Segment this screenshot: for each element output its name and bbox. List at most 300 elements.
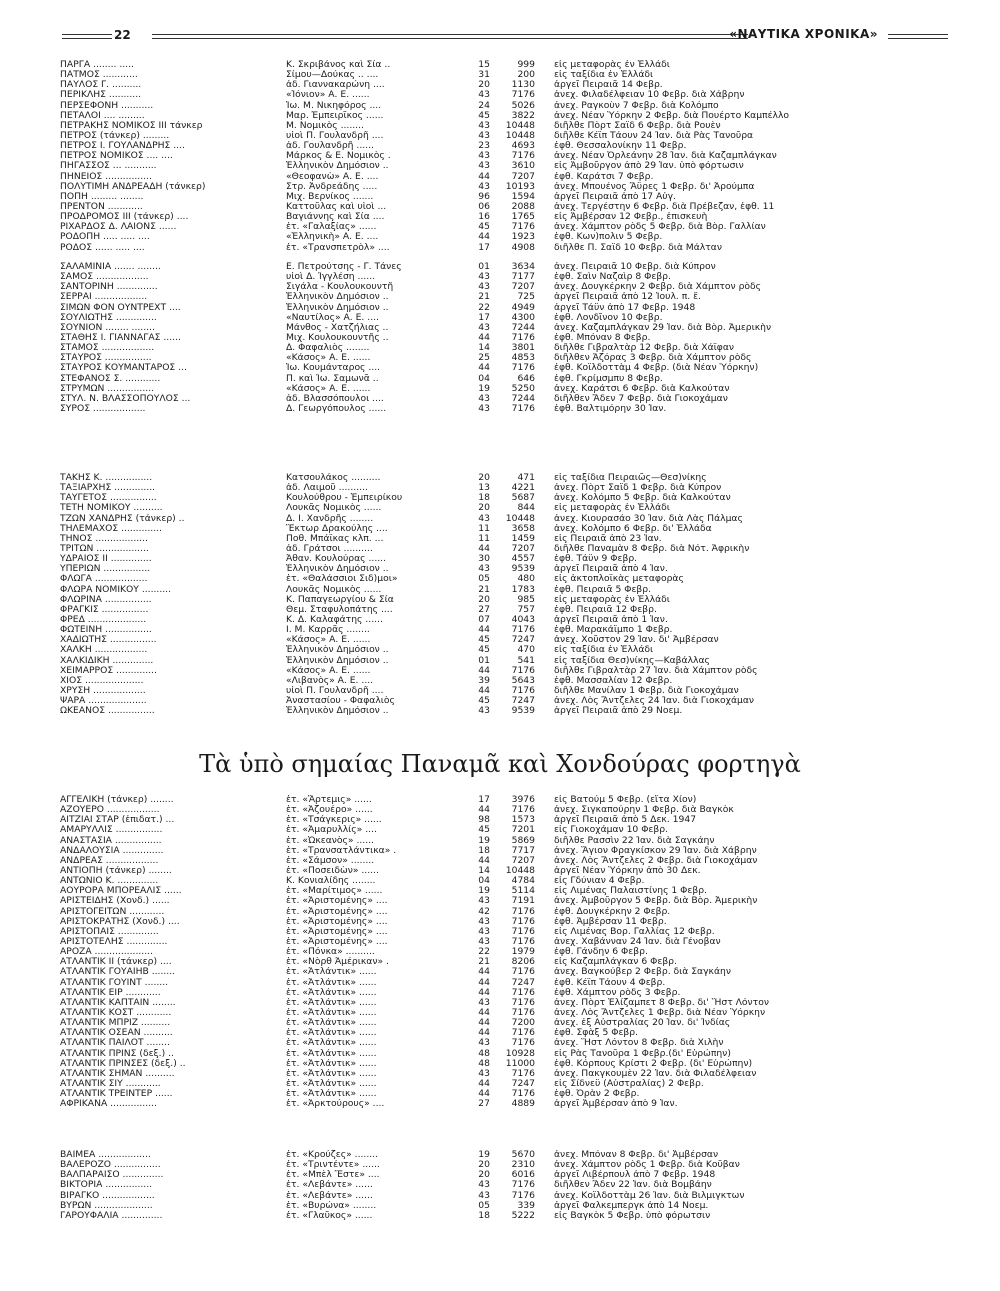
year-code: 39 <box>478 675 490 686</box>
owner: υἱοὶ Π. Γουλανδρῆ .... <box>286 685 384 696</box>
owner: Ποθ. Μπάϊκας κλπ. ... <box>286 533 384 544</box>
table-row <box>60 957 940 967</box>
ship-name: ΧΑΛΚΗ .................. <box>60 645 148 656</box>
table-row <box>60 172 940 182</box>
tonnage: 7176 <box>511 90 535 101</box>
ship-name: ΑΝΤΙΟΠΗ (τάνκερ) ........ <box>60 865 172 876</box>
owner: Θεμ. Σταφυλοπάτης .... <box>286 604 393 615</box>
year-code: 42 <box>478 906 490 917</box>
status: ἀνεχ. Βαγκούβερ 2 Φεβρ. διὰ Σαγκάην <box>554 967 731 978</box>
status: διῆλθε Παναμὰν 8 Φεβρ. διὰ Νότ. Ἀφρικὴν <box>554 543 750 554</box>
year-code: 44 <box>478 543 490 554</box>
ship-name: ΑΤΛΑΝΤΙΚ ΤΡΕΪΝΤΕΡ ...... <box>60 1089 173 1100</box>
status: ἀργεῖ Πειραιᾶ ἀπὸ 17 Αὐγ. <box>554 191 676 202</box>
status: εἰς Πειραιᾶ ἀπὸ 23 Ἰαν. <box>554 533 662 544</box>
year-code: 11 <box>478 523 490 534</box>
owner: «Κάσος» Α. Ε. ...... <box>286 353 371 364</box>
ship-name: ΣΤΑΥΡΟΣ ................ <box>60 353 152 364</box>
owner: ἑτ. «Μπὲλ Ἔστε» .... <box>286 1170 380 1181</box>
tonnage: 5222 <box>511 1210 535 1221</box>
status: εἰς ταξίδια Πειραιῶς—Θεσ)νίκης <box>554 473 707 483</box>
year-code: 44 <box>478 1007 490 1018</box>
owner: υἱοὶ Δ. Ἰγγλέση ...... <box>286 272 376 283</box>
year-code: 44 <box>478 1018 490 1029</box>
ship-name: ΑΝΔΑΛΟΥΣΙΑ .............. <box>60 845 164 856</box>
table-row <box>60 514 940 524</box>
status: ἀνεχ. Ἥστ Λόντον 8 Φεβρ. διὰ Χιλὴν <box>554 1038 724 1049</box>
table-row <box>60 90 940 100</box>
year-code: 44 <box>478 665 490 676</box>
table-row <box>60 374 940 384</box>
table-row <box>60 635 940 645</box>
owner: Π. καὶ Ἰω. Σαμωνᾶ .. <box>286 373 379 384</box>
tonnage: 7176 <box>511 805 535 816</box>
table-row <box>60 363 940 373</box>
tonnage: 7176 <box>511 363 535 374</box>
table-row <box>60 998 940 1008</box>
tonnage: 5026 <box>511 100 535 111</box>
table-row <box>60 937 940 947</box>
ship-name: ΦΛΩΓΑ .................. <box>60 574 148 585</box>
table-row <box>60 554 940 564</box>
status: ἐφθ. Δουγκέρκην 2 Φεβρ. <box>554 906 671 917</box>
table-row <box>60 151 940 161</box>
year-code: 45 <box>478 110 490 121</box>
year-code: 44 <box>478 977 490 988</box>
header-rule-left <box>62 34 112 39</box>
status: ἀργεῖ Πειραιᾶ ἀπὸ 5 Δεκ. 1947 <box>554 815 697 826</box>
year-code: 20 <box>478 503 490 514</box>
owner: ἑτ. «Γαλαξίας» ...... <box>286 222 377 233</box>
tonnage: 541 <box>517 655 535 666</box>
owner: ἀδ. Γιαννακαρώνη .... <box>286 80 385 91</box>
table-row <box>60 394 940 404</box>
ship-name: ΣΙΜΩΝ ΦΟΝ ΟΥΝΤΡΕΧΤ .... <box>60 302 181 313</box>
status: εἰς μεταφορὰς ἐν Ἑλλάδι <box>554 60 670 70</box>
status: ἀνεχ. Καζαμπλάγκαν 29 Ἰαν. διὰ Βὸρ. Ἀμερικὴν <box>554 322 772 333</box>
table-row <box>60 927 940 937</box>
tonnage: 1459 <box>511 533 535 544</box>
tonnage: 3610 <box>511 161 535 172</box>
status: ἐφθ. Κόρπους Κρίστι 2 Φεβρ. (δι' Εὐρώπην) <box>554 1058 753 1069</box>
tonnage: 4949 <box>511 302 535 313</box>
ship-name: ΑΤΛΑΝΤΙΚ ΜΠΡΙΖ .......... <box>60 1018 171 1029</box>
owner: ἑτ. «Ἄρτεμις» ...... <box>286 795 372 805</box>
table-row <box>60 141 940 151</box>
status: ἀνεχ. Ραγκοὺν 7 Φεβρ. διὰ Κολόμπο <box>554 100 719 111</box>
ship-name: ΑΤΛΑΝΤΙΚ ΓΟΥΑΙΗΒ ........ <box>60 967 176 978</box>
ship-list-section-4 <box>60 795 940 1109</box>
table-row <box>60 70 940 80</box>
ship-name: ΣΟΥΝΙΟΝ ........ ........ <box>60 322 155 333</box>
ship-name: ΑΤΛΑΝΤΙΚ ΟΣΕΑΝ .......... <box>60 1028 173 1039</box>
table-row <box>60 805 940 815</box>
status: ἀνεχ. Πὸρτ Σαΐδ 1 Φεβρ. διὰ Κύπρον <box>554 483 722 494</box>
ship-name: ΑΓΓΕΛΙΚΗ (τάνκερ) ........ <box>60 795 174 805</box>
ship-name: ΠΡΕΝΤΟΝ ............ <box>60 201 143 212</box>
owner: ἑτ. «Ἀτλάντικ» ...... <box>286 1018 377 1029</box>
owner: ἑτ. «Ποσειδὼν» ...... <box>286 865 379 876</box>
status: ἐφθ. Κοϊλδοττὰμ 4 Φεβρ. (διὰ Νέαν Ὑόρκην) <box>554 363 759 374</box>
tonnage: 7207 <box>511 855 535 866</box>
year-code: 24 <box>478 100 490 111</box>
ship-name: ΦΡΕΔ .................... <box>60 614 147 625</box>
ship-name: ΑΤΛΑΝΤΙΚ ΚΑΠΤΑΙΝ ........ <box>60 997 176 1008</box>
status: ἐφθ. Γάνδην 6 Φεβρ. <box>554 947 648 958</box>
owner: ἀδ. Βλασσόπουλοι .... <box>286 393 384 404</box>
tonnage: 3634 <box>511 262 535 272</box>
table-row <box>60 333 940 343</box>
year-code: 43 <box>478 322 490 333</box>
ship-name: ΓΑΡΟΥΦΑΛΙΑ .............. <box>60 1210 163 1221</box>
tonnage: 480 <box>517 574 535 585</box>
ship-name: ΑΡΟΖΑ .................... <box>60 947 153 958</box>
year-code: 44 <box>478 855 490 866</box>
year-code: 22 <box>478 302 490 313</box>
ship-list-section-5 <box>60 1150 940 1221</box>
owner: Ἑλληνικὸν Δημόσιον .. <box>286 302 389 313</box>
tonnage: 10448 <box>505 513 535 524</box>
tonnage: 7176 <box>511 685 535 696</box>
table-row <box>60 303 940 313</box>
owner: ἑτ. «Ἀτλάντικ» ...... <box>286 977 377 988</box>
owner: Ι. Μ. Καρρᾶς ........ <box>286 625 370 636</box>
owner: Καττοῦλας καὶ υἱοὶ ... <box>286 201 387 212</box>
ship-name: ΑΡΙΣΤΟΓΕΙΤΩΝ ............ <box>60 906 165 917</box>
owner: Ἑλληνικὸν Δημόσιον .. <box>286 292 389 303</box>
table-row <box>60 282 940 292</box>
status: ἀνεχ. Ἅγιον Φραγκίσκον 29 Ἰαν. διὰ Χάβρην <box>554 845 757 856</box>
owner: ἑτ. «Ἀτλάντικ» ...... <box>286 1028 377 1039</box>
year-code: 43 <box>478 130 490 141</box>
status: ἀνεχ. Χοῦστον 29 Ἰαν. δι' Ἀμβέρσαν <box>554 635 719 646</box>
status: διῆλθεν Ἀζόρας 3 Φεβρ. διὰ Χάμπτον ρὸδς <box>554 353 752 364</box>
status: διῆλθεν Ἄδεν 7 Φεβρ. διὰ Γιοκοχάμαν <box>554 393 728 404</box>
tonnage: 7247 <box>511 977 535 988</box>
year-code: 06 <box>478 201 490 212</box>
status: διῆλθε Γιβραλτὰρ 27 Ἰαν. διὰ Χάμπτον ρὸδς <box>554 665 758 676</box>
table-row <box>60 192 940 202</box>
owner: Κατσουλάκος .......... <box>286 473 381 483</box>
owner: ἑτ. «Ἀτλάντικ» ...... <box>286 997 377 1008</box>
year-code: 20 <box>478 594 490 605</box>
ship-name: ΠΟΛΥΤΙΜΗ ΑΝΔΡΕΑΔΗ (τάνκερ) <box>60 181 206 192</box>
year-code: 19 <box>478 383 490 394</box>
year-code: 43 <box>478 926 490 937</box>
ship-name: ΣΥΡΟΣ .................. <box>60 403 146 414</box>
year-code: 19 <box>478 886 490 897</box>
status: διῆλθε Κέϊπ Τάουν 24 Ἰαν. διὰ Ρὰς Τανοῦρα <box>554 130 754 141</box>
tonnage: 7176 <box>511 936 535 947</box>
year-code: 18 <box>478 493 490 504</box>
status: ἐφθ. Πειραιᾶ 5 Φεβρ. <box>554 584 652 595</box>
owner: ἑτ. «Ἀζουέρο» ...... <box>286 805 373 816</box>
table-row <box>60 815 940 825</box>
owner: Δ. Φαφαλιὸς ........ <box>286 343 370 354</box>
status: ἀνεχ. Νέαν Ὑόρκην 2 Φεβρ. διὰ Πουέρτο Καμπέλλο <box>554 110 790 121</box>
tonnage: 1765 <box>511 212 535 223</box>
table-row <box>60 917 940 927</box>
year-code: 44 <box>478 967 490 978</box>
year-code: 44 <box>478 1089 490 1100</box>
status: ἀργεῖ Πειραιᾶ ἀπὸ 29 Νοεμ. <box>554 706 683 717</box>
owner: ἑτ. «Ἀρκτούρους» .... <box>286 1099 385 1110</box>
table-row <box>60 1059 940 1069</box>
table-row <box>60 825 940 835</box>
owner: Κ. Παπαγεωργίου & Σία <box>286 594 394 605</box>
owner: Ἑλληνικὸν Δημόσιον .. <box>286 706 389 717</box>
year-code: 43 <box>478 161 490 172</box>
table-row <box>60 313 940 323</box>
tonnage: 200 <box>517 70 535 81</box>
table-row <box>60 503 940 513</box>
tonnage: 5869 <box>511 835 535 846</box>
tonnage: 7207 <box>511 171 535 182</box>
year-code: 07 <box>478 614 490 625</box>
ship-name: ΑΤΛΑΝΤΙΚ ΓΟΥΙΝΤ ........ <box>60 977 169 988</box>
ship-name: ΠΟΠΗ ......... ........ <box>60 191 144 202</box>
ship-name: ΑΟΥΡΟΡΑ ΜΠΟΡΕΑΛΙΣ ...... <box>60 886 182 897</box>
year-code: 44 <box>478 1078 490 1089</box>
year-code: 31 <box>478 70 490 81</box>
table-row <box>60 967 940 977</box>
status: εἰς ταξίδια Θεσ)νίκης—Καβάλλας <box>554 655 710 666</box>
ship-name: ΣΑΝΤΟΡΙΝΗ .............. <box>60 282 158 293</box>
status: ἀνεχ. ἐξ Αὐστραλίας 20 Ἰαν. δι' Ἰνδίας <box>554 1018 731 1029</box>
owner: ἑτ. «Πόνκα» .......... <box>286 947 375 958</box>
status: ἐφθ. Γκρίμσμπυ 8 Φεβρ. <box>554 373 663 384</box>
tonnage: 9539 <box>511 706 535 717</box>
ship-name: ΦΛΩΡΑ ΝΟΜΙΚΟΥ .......... <box>60 584 172 595</box>
table-row <box>60 243 940 253</box>
year-code: 20 <box>478 1170 490 1181</box>
owner: Κ. Δ. Καλαφάτης ...... <box>286 614 383 625</box>
tonnage: 339 <box>517 1200 535 1211</box>
owner: Μιχ. Βερνίκος ....... <box>286 191 374 202</box>
tonnage: 7176 <box>511 403 535 414</box>
year-code: 27 <box>478 604 490 615</box>
owner: «Ἑλληνικὴ» Α. Ε. .... <box>286 232 379 243</box>
year-code: 44 <box>478 232 490 243</box>
tonnage: 7176 <box>511 1190 535 1201</box>
ship-name: ΤΕΤΗ ΝΟΜΙΚΟΥ .......... <box>60 503 163 514</box>
ship-name: ΑΜΑΡΥΛΛΙΣ ................ <box>60 825 163 836</box>
status: εἰς ταξίδια ἐν Ἑλλάδι <box>554 645 654 656</box>
owner: ἑτ. «Ἀτλάντικ» ...... <box>286 1058 377 1069</box>
year-code: 43 <box>478 1180 490 1191</box>
status: ἀνεχ. Μπόναν 8 Φεβρ. δι' Ἀμβέρσαν <box>554 1150 719 1160</box>
owner: ἑτ. «Ἀριστομένης» .... <box>286 916 388 927</box>
status: διῆλθεν Ἄδεν 22 Ἰαν. διὰ Βομβάην <box>554 1180 712 1191</box>
table-row <box>60 856 940 866</box>
tonnage: 7176 <box>511 997 535 1008</box>
tonnage: 5670 <box>511 1150 535 1160</box>
status: ἀργεῖ Πειραιᾶ ἀπὸ 4 Ἰαν. <box>554 564 668 575</box>
ship-name: ΑΝΑΣΤΑΣΙΑ ................ <box>60 835 162 846</box>
tonnage: 4693 <box>511 141 535 152</box>
ship-name: ΣΤΑΘΗΣ Ι. ΓΙΑΝΝΑΓΑΣ ...... <box>60 332 181 343</box>
tonnage: 471 <box>517 473 535 483</box>
owner: Μαρ. Ἐμπειρῖκος ...... <box>286 110 384 121</box>
owner: ἑτ. «Θαλάσσιοι Σιδ)μοι» <box>286 574 398 585</box>
ship-name: ΥΔΡΑΙΟΣ ΙΙ .............. <box>60 554 152 565</box>
table-row <box>60 656 940 666</box>
table-row <box>60 1150 940 1160</box>
ship-name: ΩΚΕΑΝΟΣ ................ <box>60 706 155 717</box>
status: εἰς μεταφορὰς ἐν Ἑλλάδι <box>554 503 670 514</box>
owner: ἑτ. «Ὠκεανὸς» ...... <box>286 835 374 846</box>
tonnage: 9539 <box>511 564 535 575</box>
status: ἀνεχ. Σιγκαπούρην 1 Φεβρ. διὰ Βαγκὸκ <box>554 805 734 816</box>
table-row <box>60 988 940 998</box>
ship-name: ΣΤΕΦΑΝΟΣ Σ. ............ <box>60 373 161 384</box>
header-rule-right <box>888 34 948 39</box>
tonnage: 999 <box>517 60 535 70</box>
owner: Μάνθος - Χατζήλιας .. <box>286 322 389 333</box>
tonnage: 4043 <box>511 614 535 625</box>
ship-list-section-3 <box>60 473 940 716</box>
table-row <box>60 222 940 232</box>
year-code: 45 <box>478 825 490 836</box>
status: ἐφθ. Βαλτιμόρην 30 Ἰαν. <box>554 403 667 414</box>
tonnage: 3801 <box>511 343 535 354</box>
year-code: 44 <box>478 625 490 636</box>
tonnage: 7244 <box>511 393 535 404</box>
ship-name: ΑΤΛΑΝΤΙΚ ΙΙ (τάνκερ) .... <box>60 957 172 968</box>
table-row <box>60 1191 940 1201</box>
table-row <box>60 232 940 242</box>
year-code: 48 <box>478 1048 490 1059</box>
ship-list-section-1 <box>60 60 940 253</box>
page-header <box>62 28 948 44</box>
owner: Ἑλληνικὸν Δημόσιον .. <box>286 161 389 172</box>
year-code: 22 <box>478 947 490 958</box>
year-code: 19 <box>478 835 490 846</box>
table-row <box>60 1028 940 1038</box>
ship-name: ΑΡΙΣΤΟΚΡΑΤΗΣ (Χονδ.) .... <box>60 916 180 927</box>
tonnage: 985 <box>517 594 535 605</box>
owner: Δ. Γεωργόπουλος ...... <box>286 403 387 414</box>
tonnage: 844 <box>517 503 535 514</box>
table-row <box>60 1099 940 1109</box>
ship-name: ΑΡΙΣΤΟΠΑΙΣ .............. <box>60 926 159 937</box>
year-code: 01 <box>478 655 490 666</box>
owner: ἑτ. «Νὸρθ Ἀμέρικαν» . <box>286 957 389 968</box>
year-code: 98 <box>478 815 490 826</box>
year-code: 14 <box>478 865 490 876</box>
table-row <box>60 1079 940 1089</box>
status: ἐφθ. Μασσαλίαν 12 Φεβρ. <box>554 675 673 686</box>
owner: «Ἰόνιον» Α. Ε. ...... <box>286 90 370 101</box>
ship-name: ΑΤΛΑΝΤΙΚ ΚΟΣΤ ............ <box>60 1007 172 1018</box>
year-code: 04 <box>478 876 490 887</box>
year-code: 96 <box>478 191 490 202</box>
status: ἀνεχ. Λὸς Ἄντζελες 1 Φεβρ. διὰ Νέαν Ὑόρκην <box>554 1007 766 1018</box>
year-code: 44 <box>478 171 490 182</box>
status: ἀργεῖ Λιβέρπουλ ἀπὸ 7 Φεβρ. 1948 <box>554 1170 716 1181</box>
table-row <box>60 706 940 716</box>
ship-name: ΧΡΥΣΗ .................. <box>60 685 146 696</box>
owner: ἑτ. «Λεβάντε» ...... <box>286 1180 373 1191</box>
year-code: 05 <box>478 1200 490 1211</box>
status: ἀνεχ. Φιλαδέλφειαν 10 Φεβρ. διὰ Χάβρην <box>554 90 745 101</box>
status: εἰς Ἀμβέρσαν 12 Φεβρ., ἐπισκευὴ <box>554 212 708 223</box>
journal-title: «ΝΑΥΤΙΚΑ ΧΡΟΝΙΚΑ» <box>729 27 878 41</box>
ship-name: ΧΑΛΚΙΔΙΚΗ .............. <box>60 655 154 666</box>
status: ἐφθ. Σφὰξ 5 Φεβρ. <box>554 1028 639 1039</box>
tonnage: 5250 <box>511 383 535 394</box>
ship-name: ΒΥΡΩΝ .................... <box>60 1200 153 1211</box>
ship-name: ΑΡΙΣΤΟΤΕΛΗΣ .............. <box>60 936 168 947</box>
ship-name: ΑΡΙΣΤΕΙΔΗΣ (Χονδ.) ...... <box>60 896 170 907</box>
tonnage: 4784 <box>511 876 535 887</box>
owner: «Κάσος» Α. Ε. ...... <box>286 635 371 646</box>
ship-name: ΥΠΕΡΙΩΝ ................ <box>60 564 151 575</box>
owner: ἑτ. «Ἀριστομένης» .... <box>286 896 388 907</box>
tonnage: 7176 <box>511 906 535 917</box>
year-code: 43 <box>478 936 490 947</box>
ship-name: ΣΑΛΑΜΙΝΙΑ ....... ........ <box>60 262 161 272</box>
table-row <box>60 1008 940 1018</box>
table-row <box>60 80 940 90</box>
year-code: 18 <box>478 1210 490 1221</box>
table-row <box>60 836 940 846</box>
tonnage: 4300 <box>511 312 535 323</box>
year-code: 20 <box>478 473 490 483</box>
year-code: 48 <box>478 1058 490 1069</box>
owner: ἑτ. «Σάμσον» ........ <box>286 855 375 866</box>
owner: ἑτ. «Τσάγκερις» ...... <box>286 815 382 826</box>
ship-name: ΧΑΔΙΩΤΗΣ ................ <box>60 635 157 646</box>
status: ἐφθ. Καράτσι 7 Φεβρ. <box>554 171 654 182</box>
header-rule-middle <box>152 34 748 39</box>
year-code: 43 <box>478 403 490 414</box>
owner: «Ναυτίλος» Α. Ε. .... <box>286 312 379 323</box>
table-row <box>60 121 940 131</box>
owner: ἑτ. «Λεβάντε» ...... <box>286 1190 373 1201</box>
year-code: 45 <box>478 222 490 233</box>
ship-name: ΠΕΤΑΛΟΙ .... ......... <box>60 110 145 121</box>
tonnage: 7247 <box>511 696 535 707</box>
year-code: 30 <box>478 554 490 565</box>
owner: Βαγιάννης καὶ Σία .... <box>286 212 385 223</box>
owner: Δ. Ι. Χανδρῆς ........ <box>286 513 374 524</box>
status: ἐφθ. Λονδῖνον 10 Φεβρ. <box>554 312 663 323</box>
ship-name: ΑΤΛΑΝΤΙΚ ΣΙΫ ............ <box>60 1078 161 1089</box>
ship-name: ΤΖΩΝ ΧΑΝΔΡΗΣ (τάνκερ) .. <box>60 513 185 524</box>
owner: Ε. Πετρούτσης - Γ. Τάνες <box>286 262 402 272</box>
status: εἰς Λιμένας Βορ. Γαλλίας 12 Φεβρ. <box>554 926 715 937</box>
ship-name: ΤΗΛΕΜΑΧΟΣ .............. <box>60 523 162 534</box>
table-row <box>60 353 940 363</box>
table-row <box>60 1211 940 1221</box>
ship-name: ΤΗΝΟΣ .................. <box>60 533 148 544</box>
tonnage: 7176 <box>511 665 535 676</box>
tonnage: 7247 <box>511 635 535 646</box>
tonnage: 7201 <box>511 825 535 836</box>
owner: «Κάσος» Α. Ε. ...... <box>286 383 371 394</box>
year-code: 43 <box>478 272 490 283</box>
status: ἐφθ. Ἀμβέρσαν 11 Φεβρ. <box>554 916 667 927</box>
ship-name: ΠΕΡΣΕΦΟΝΗ ........... <box>60 100 154 111</box>
ship-name: ΑΤΛΑΝΤΙΚ ΣΗΜΑΝ .......... <box>60 1068 175 1079</box>
status: εἰς ταξίδια ἐν Ἑλλάδι <box>554 70 654 81</box>
owner: ἀδ. Γουλανδρῆ ...... <box>286 141 374 152</box>
status: ἀνεχ. Πειραιᾶ 10 Φεβρ. διὰ Κύπρον <box>554 262 716 272</box>
owner: «Κάσος» Α. Ε. ...... <box>286 665 371 676</box>
table-row <box>60 585 940 595</box>
ship-name: ΣΤΥΛ. Ν. ΒΛΑΣΣΟΠΟΥΛΟΣ ... <box>60 393 191 404</box>
